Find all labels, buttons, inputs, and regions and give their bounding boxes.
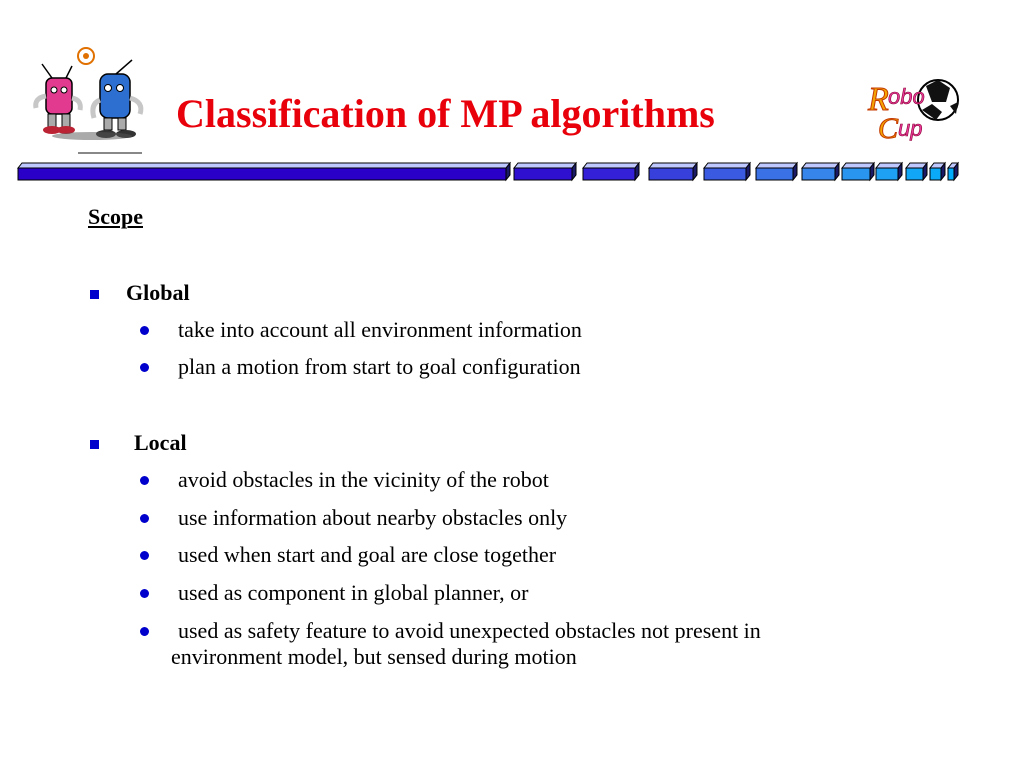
- robocup-logo-text: up: [898, 116, 923, 141]
- list-item: [140, 354, 960, 380]
- round-bullet-icon: [140, 514, 149, 523]
- list-item-text: plan a motion from start to goal configuration: [178, 354, 581, 379]
- list-item: [140, 542, 960, 568]
- list-item: [140, 317, 960, 343]
- square-bullet-icon: [90, 440, 99, 449]
- list-item-text: take into account all environment information: [178, 317, 582, 342]
- robocup-logo-text: R: [868, 81, 889, 118]
- section-heading: Global: [126, 280, 190, 305]
- list-item: [140, 580, 960, 606]
- slide-title: Classification of MP algorithms: [176, 91, 715, 136]
- list-item-text: used as safety feature to avoid unexpected obstacles not present in: [178, 618, 761, 643]
- list-item: [140, 467, 960, 493]
- square-bullet-icon: [90, 290, 99, 299]
- robocup-logo-text: C: [878, 112, 899, 145]
- list-item: [140, 505, 960, 531]
- robocup-logo-text: obo: [888, 84, 925, 109]
- round-bullet-icon: [140, 476, 149, 485]
- list-item-text-continued: environment model, but sensed during motion: [171, 644, 577, 670]
- round-bullet-icon: [140, 627, 149, 636]
- section-heading: Local: [134, 430, 187, 455]
- scope-heading: Scope: [88, 204, 143, 229]
- list-item-text: avoid obstacles in the vicinity of the robot: [178, 467, 549, 492]
- round-bullet-icon: [140, 326, 149, 335]
- round-bullet-icon: [140, 363, 149, 372]
- list-item-text: use information about nearby obstacles only: [178, 505, 568, 530]
- list-item: [140, 618, 960, 671]
- list-item-text: used as component in global planner, or: [178, 580, 529, 605]
- round-bullet-icon: [140, 551, 149, 560]
- round-bullet-icon: [140, 589, 149, 598]
- list-item-text: used when start and goal are close together: [178, 542, 557, 567]
